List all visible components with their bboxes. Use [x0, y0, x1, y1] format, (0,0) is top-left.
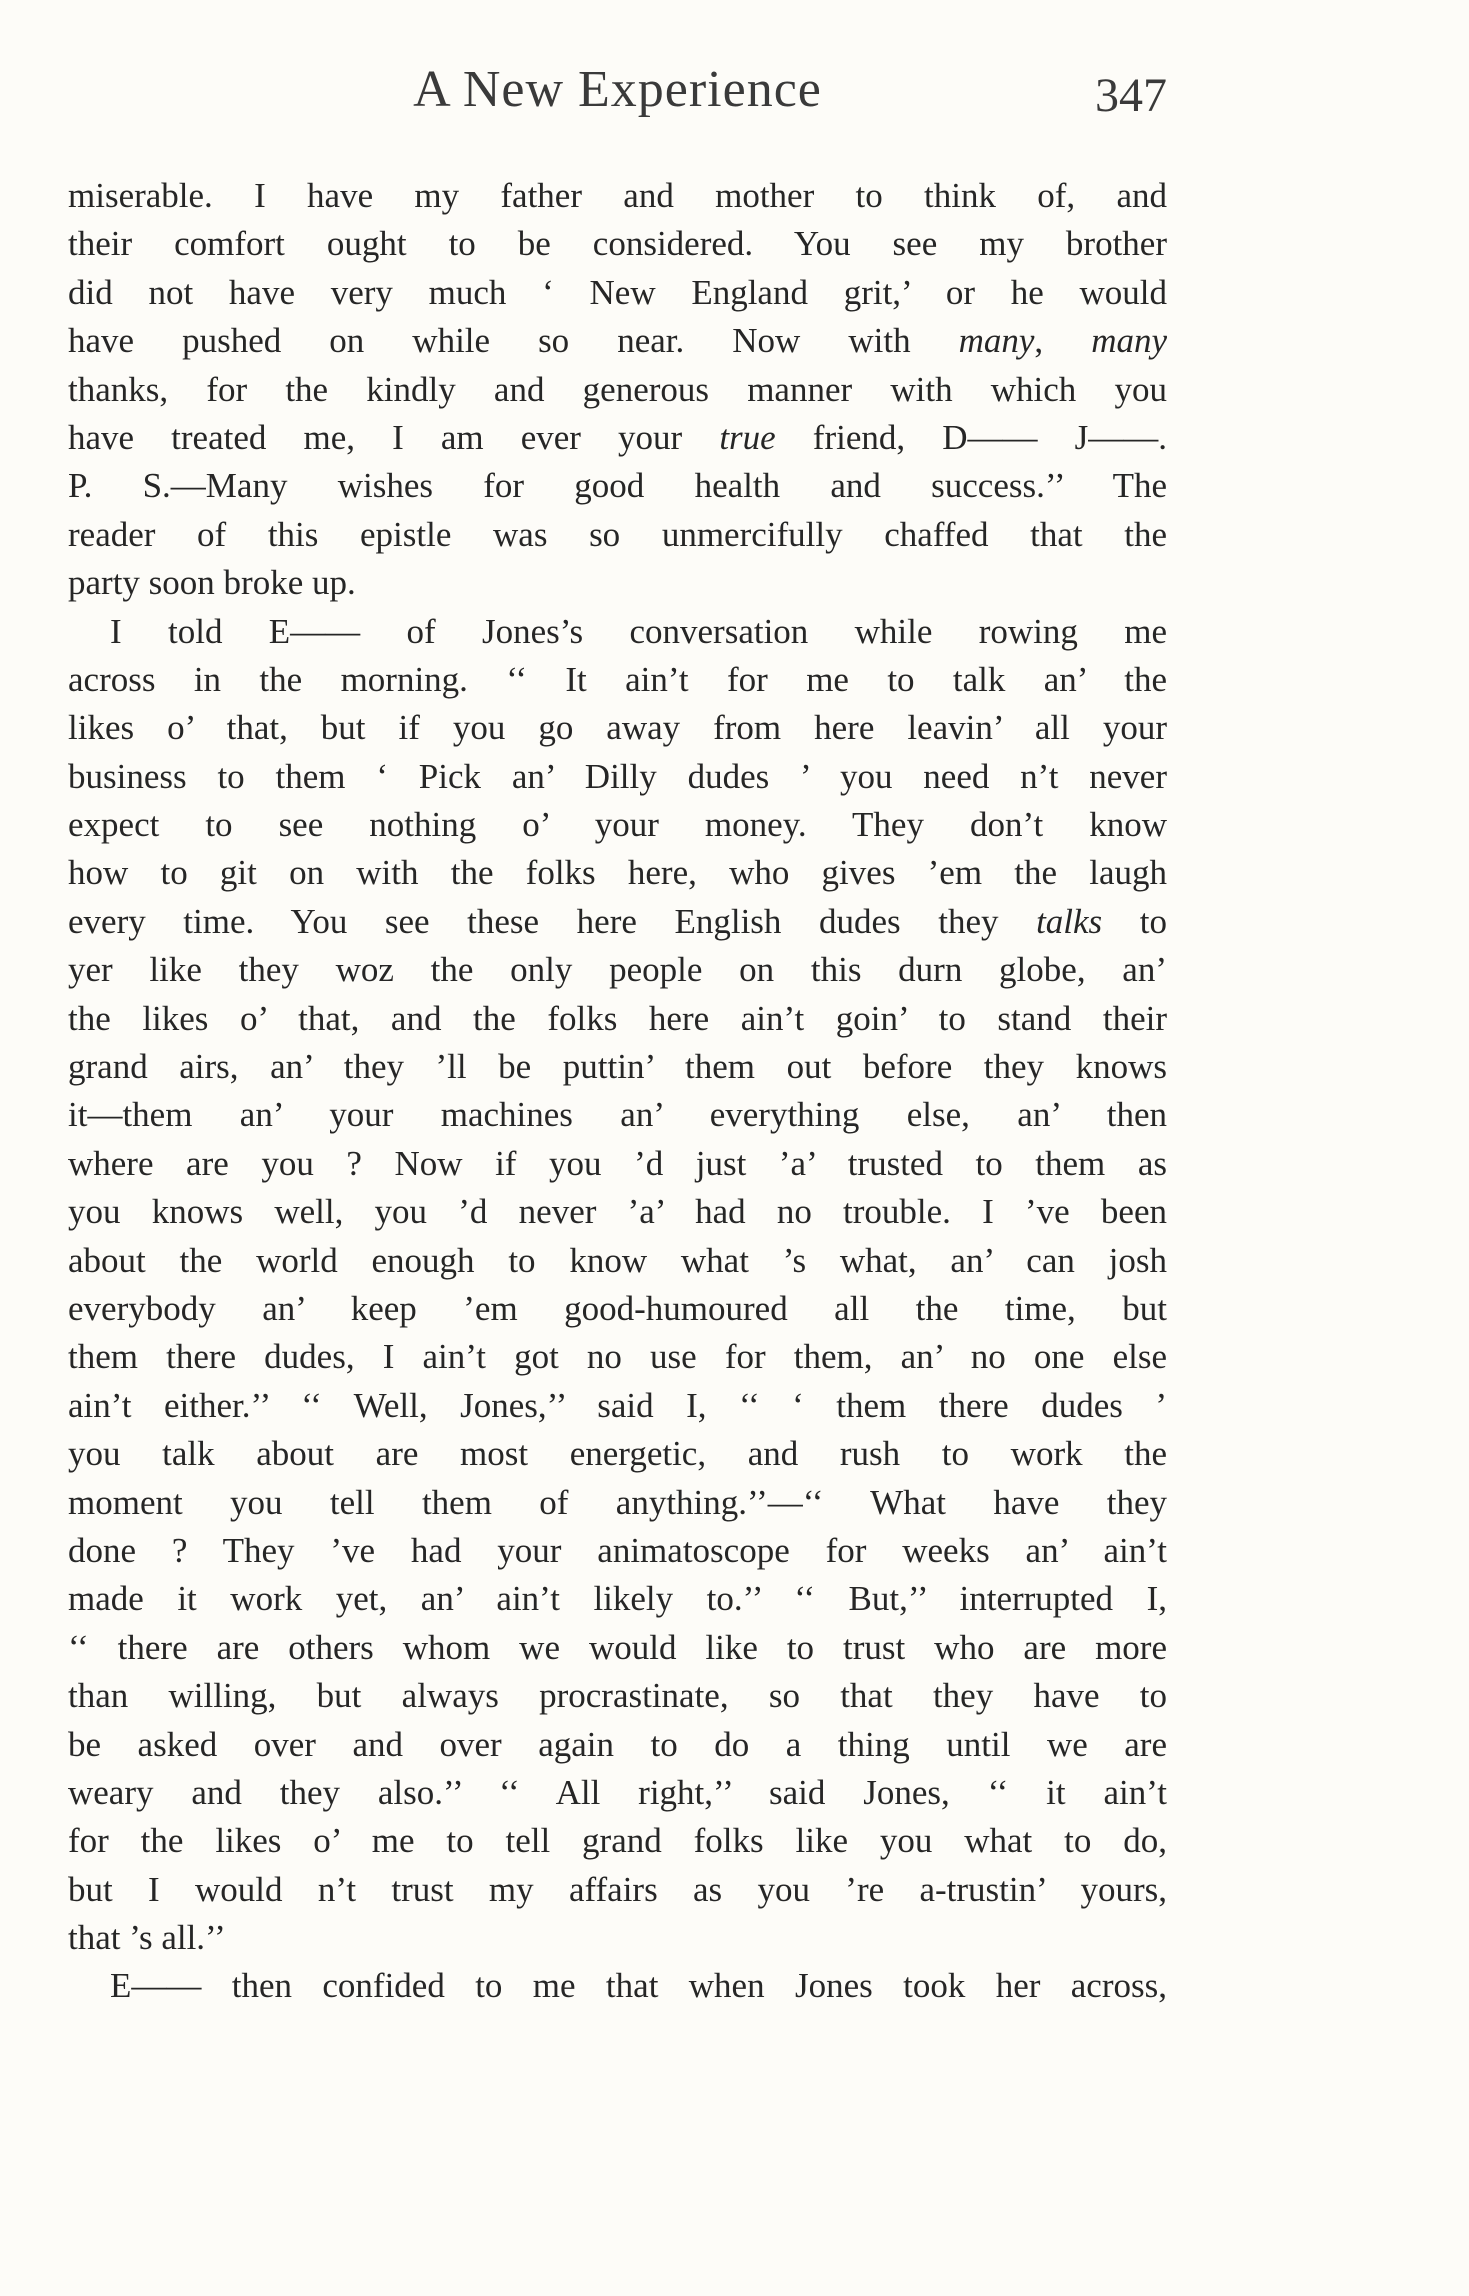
text-line — [68, 559, 1167, 607]
italic-text: true — [719, 417, 776, 457]
text-segment: did not have very much ‘ New England grit,’ or he would — [68, 272, 1167, 312]
text-line — [68, 1479, 1167, 1527]
text-line — [68, 704, 1167, 752]
text-segment: you knows well, you ’d never ’a’ had no trouble. I ’ve been — [68, 1192, 1167, 1232]
text-line — [68, 801, 1167, 849]
text-line — [68, 1091, 1167, 1139]
text-segment: how to git on with the folks here, who gives ’em the laugh — [68, 853, 1167, 893]
text-line — [68, 1237, 1167, 1285]
text-segment: the likes o’ that, and the folks here ain’t goin’ to stand their — [68, 998, 1167, 1038]
text-line — [68, 1140, 1167, 1188]
text-line — [68, 898, 1167, 946]
text-segment: I told E—— of Jones’s conversation while rowing me — [110, 611, 1167, 651]
text-segment: yer like they woz the only people on this durn globe, an’ — [68, 950, 1167, 990]
text-segment: but I would n’t trust my affairs as you ’re a-trustin’ yours, — [68, 1869, 1167, 1909]
text-line — [68, 1333, 1167, 1381]
text-line — [68, 995, 1167, 1043]
text-line — [68, 414, 1167, 462]
text-line — [68, 1817, 1167, 1865]
text-segment: made it work yet, an’ ain’t likely to.’’ ‘‘ But,’’ interrupted I, — [68, 1579, 1167, 1619]
text-line — [68, 656, 1167, 704]
text-line — [68, 1188, 1167, 1236]
text-segment: about the world enough to know what ’s what, an’ can josh — [68, 1240, 1167, 1280]
text-line — [68, 753, 1167, 801]
text-segment: ain’t either.’’ ‘‘ Well, Jones,’’ said I, ‘‘ ‘ them there dudes ’ — [68, 1385, 1167, 1425]
text-segment: it—them an’ your machines an’ everything else, an’ then — [68, 1095, 1167, 1135]
text-line — [68, 1962, 1167, 2010]
text-segment: party soon broke up. — [68, 563, 356, 603]
text-segment: P. S.—Many wishes for good health and success.’’ The — [68, 466, 1167, 506]
text-line — [68, 1575, 1167, 1623]
text-line — [68, 1624, 1167, 1672]
text-segment: grand airs, an’ they ’ll be puttin’ them out before they knows — [68, 1047, 1167, 1087]
text-line — [68, 1430, 1167, 1478]
running-title: A New Experience — [413, 61, 822, 118]
text-line — [68, 608, 1167, 656]
text-segment: moment you tell them of anything.’’—‘‘ What have they — [68, 1482, 1167, 1522]
text-segment: expect to see nothing o’ your money. They don’t know — [68, 805, 1167, 845]
text-line — [68, 1769, 1167, 1817]
text-segment: , — [1034, 321, 1092, 361]
page-header — [68, 60, 1167, 130]
text-segment: everybody an’ keep ’em good-humoured all the time, but — [68, 1288, 1167, 1328]
text-line — [68, 511, 1167, 559]
text-segment: ‘‘ there are others whom we would like to trust who are more — [68, 1627, 1167, 1667]
text-segment: for the likes o’ me to tell grand folks like you what to do, — [68, 1821, 1167, 1861]
text-segment: that ’s all.’’ — [68, 1918, 226, 1958]
text-segment: them there dudes, I ain’t got no use for them, an’ no one else — [68, 1337, 1167, 1377]
text-line — [68, 366, 1167, 414]
text-segment: than willing, but always procrastinate, so that they have to — [68, 1676, 1167, 1716]
text-segment: likes o’ that, but if you go away from here leavin’ all your — [68, 708, 1167, 748]
text-line — [68, 1527, 1167, 1575]
text-line — [68, 1721, 1167, 1769]
text-line — [68, 1672, 1167, 1720]
text-segment: every time. You see these here English dudes they — [68, 901, 1037, 941]
text-segment: business to them ‘ Pick an’ Dilly dudes ’ you need n’t never — [68, 756, 1167, 796]
text-segment: thanks, for the kindly and generous manner with which you — [68, 369, 1167, 409]
text-line — [68, 269, 1167, 317]
text-line — [68, 1914, 1167, 1962]
text-segment: to — [1102, 901, 1167, 941]
text-segment: reader of this epistle was so unmercifully chaffed that the — [68, 514, 1167, 554]
text-segment: friend, D—— J——. — [775, 417, 1167, 457]
text-segment: done ? They ’ve had your animatoscope for weeks an’ ain’t — [68, 1530, 1167, 1570]
text-segment: E—— then confided to me that when Jones took her across, — [110, 1966, 1167, 2006]
italic-text: many — [958, 321, 1035, 361]
text-segment: be asked over and over again to do a thing until we are — [68, 1724, 1167, 1764]
text-line — [68, 1043, 1167, 1091]
text-line — [68, 172, 1167, 220]
italic-text: talks — [1036, 901, 1103, 941]
text-line — [68, 317, 1167, 365]
text-segment: you talk about are most energetic, and rush to work the — [68, 1434, 1167, 1474]
text-segment: weary and they also.’’ ‘‘ All right,’’ said Jones, ‘‘ it ain’t — [68, 1772, 1167, 1812]
text-segment: have pushed on while so near. Now with — [68, 321, 959, 361]
text-line — [68, 946, 1167, 994]
text-line — [68, 1382, 1167, 1430]
italic-text: many — [1091, 321, 1167, 361]
page-number: 347 — [1095, 69, 1167, 122]
text-line — [68, 220, 1167, 268]
text-line — [68, 1866, 1167, 1914]
text-segment: where are you ? Now if you ’d just ’a’ trusted to them as — [68, 1143, 1167, 1183]
text-segment: across in the morning. ‘‘ It ain’t for me to talk an’ the — [68, 659, 1167, 699]
text-line — [68, 849, 1167, 897]
text-line — [68, 462, 1167, 510]
text-segment: have treated me, I am ever your — [68, 417, 720, 457]
text-segment: their comfort ought to be considered. You see my brother — [68, 224, 1167, 264]
text-segment: miserable. I have my father and mother to think of, and — [68, 176, 1167, 215]
text-line — [68, 1285, 1167, 1333]
body-text — [68, 172, 1167, 2011]
